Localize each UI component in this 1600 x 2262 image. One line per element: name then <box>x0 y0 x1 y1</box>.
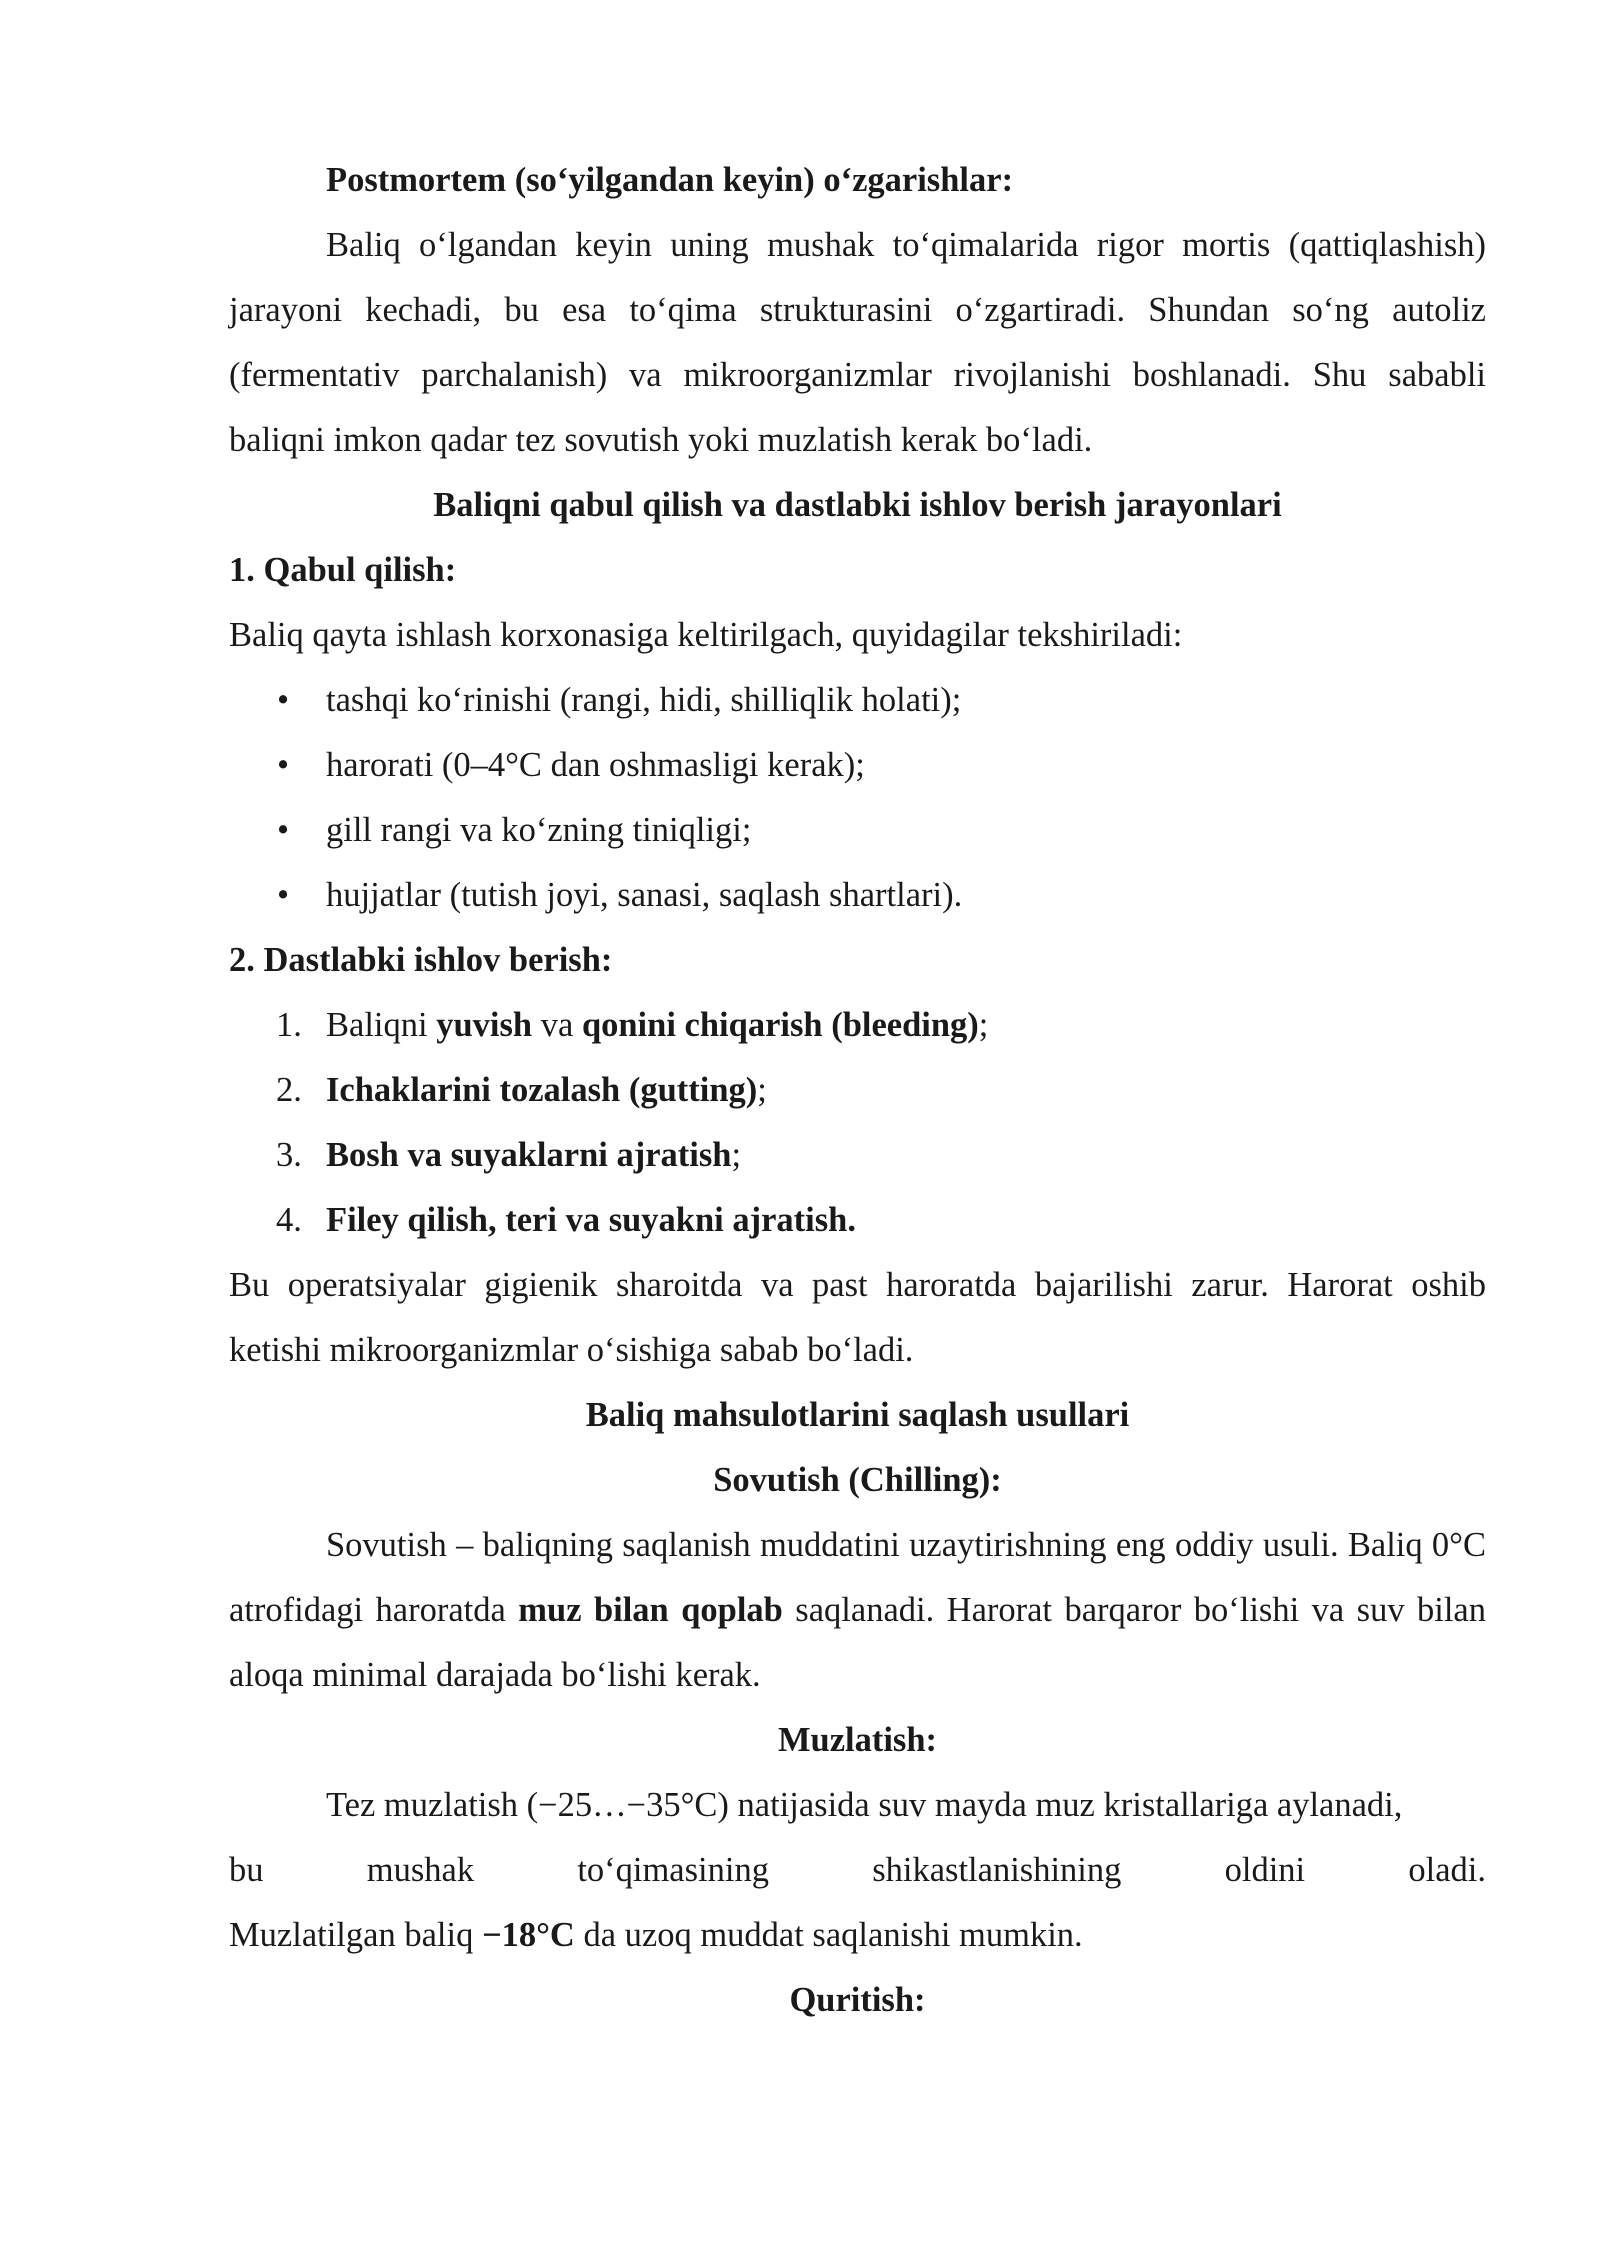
list-item <box>229 1058 1486 1123</box>
step-bold-text: qonini chiqarish (bleeding) <box>581 1006 979 1044</box>
bullet-icon: • <box>277 876 290 914</box>
step-text: va <box>532 1006 582 1044</box>
processing-note: Bu operatsiyalar gigienik sharoitda va past haroratda bajarilishi zarur. Harorat oshib ketishi mikroorganizmlar o‘sishiga sabab bo‘ladi. <box>229 1266 1486 1369</box>
list-item <box>229 1123 1486 1188</box>
freezing-line-1: Tez muzlatish (−25…−35°C) natijasida suv mayda muz kristallariga aylanadi, <box>326 1786 1403 1824</box>
receiving-processing-title: Baliqni qabul qilish va dastlabki ishlov berish jarayonlari <box>433 486 1282 524</box>
list-item <box>229 798 1486 863</box>
step-bold-text: Filey qilish, teri va suyakni ajratish. <box>326 1201 856 1239</box>
bullet-icon: • <box>277 811 290 849</box>
postmortem-heading: Postmortem (so‘yilgandan keyin) o‘zgarishlar: <box>326 161 1014 199</box>
list-item <box>229 733 1486 798</box>
bullet-icon: • <box>277 746 290 784</box>
step-text: ; <box>978 1006 989 1044</box>
postmortem-paragraph: Baliq o‘lgandan keyin uning mushak to‘qimalarida rigor mortis (qattiqlashish) jarayoni kechadi, bu esa to‘qima strukturasini o‘zgartiradi. Shundan so‘ng autoliz (fermentativ parchalanish) va mikroorganizmlar rivojlanishi boshlanadi. Shu sababli baliqni imkon qadar tez sovutish yoki muzlatish kerak bo‘ladi. <box>229 226 1486 459</box>
list-item-text: hujjatlar (tutish joyi, sanasi, saqlash shartlari). <box>326 876 963 914</box>
inspection-list <box>229 668 1486 928</box>
step-number: 2. <box>276 1071 302 1109</box>
list-item-text: harorati (0–4°C dan oshmasligi kerak); <box>326 746 865 784</box>
storage-methods-title: Baliq mahsulotlarini saqlash usullari <box>585 1396 1130 1434</box>
list-item <box>229 863 1486 928</box>
chilling-text: saqlanadi. Harorat barqaror bo‘lishi va suv bilan aloqa minimal darajada bo‘lishi kerak. <box>229 1591 1486 1694</box>
step-text: ; <box>731 1136 742 1174</box>
bullet-icon: • <box>277 681 290 719</box>
document-body <box>229 148 1486 2033</box>
freezing-line-2: bu mushak to‘qimasining shikastlanishining oldini oladi. <box>229 1851 1486 1889</box>
list-item <box>229 1188 1486 1253</box>
step-bold-text: Ichaklarini tozalash (gutting) <box>326 1071 758 1109</box>
step-number: 1. <box>276 1006 302 1044</box>
processing-heading: 2. Dastlabki ishlov berish: <box>229 941 613 979</box>
freezing-text: Muzlatilgan baliq <box>229 1916 482 1954</box>
list-item-text: gill rangi va ko‘zning tiniqligi; <box>326 811 752 849</box>
step-bold-text: Bosh va suyaklarni ajratish <box>326 1136 732 1174</box>
chilling-text: Sovutish – baliqning saqlanish muddatini uzaytirishning eng oddiy usuli. Baliq 0°C atrofidagi haroratda <box>229 1526 1486 1629</box>
chilling-paragraph <box>229 1513 1486 1708</box>
step-number: 4. <box>276 1201 302 1239</box>
chilling-bold-text: muz bilan qoplab <box>518 1591 783 1629</box>
receiving-intro: Baliq qayta ishlash korxonasiga keltirilgach, quyidagilar tekshiriladi: <box>229 616 1183 654</box>
freezing-text: da uzoq muddat saqlanishi mumkin. <box>574 1916 1083 1954</box>
list-item <box>229 993 1486 1058</box>
freezing-line-3 <box>229 1903 1486 1968</box>
freezing-heading: Muzlatish: <box>777 1721 938 1759</box>
freezing-bold-text: −18°C <box>481 1916 575 1954</box>
receiving-heading: 1. Qabul qilish: <box>229 551 457 589</box>
list-item-text: tashqi ko‘rinishi (rangi, hidi, shilliqlik holati); <box>326 681 962 719</box>
step-number: 3. <box>276 1136 302 1174</box>
chilling-heading: Sovutish (Chilling): <box>713 1461 1002 1499</box>
step-text: ; <box>757 1071 767 1109</box>
list-item <box>229 668 1486 733</box>
step-bold-text: yuvish <box>436 1006 533 1044</box>
step-text: Baliqni <box>326 1006 437 1044</box>
drying-heading: Quritish: <box>789 1981 926 2019</box>
processing-steps-list <box>229 993 1486 1253</box>
